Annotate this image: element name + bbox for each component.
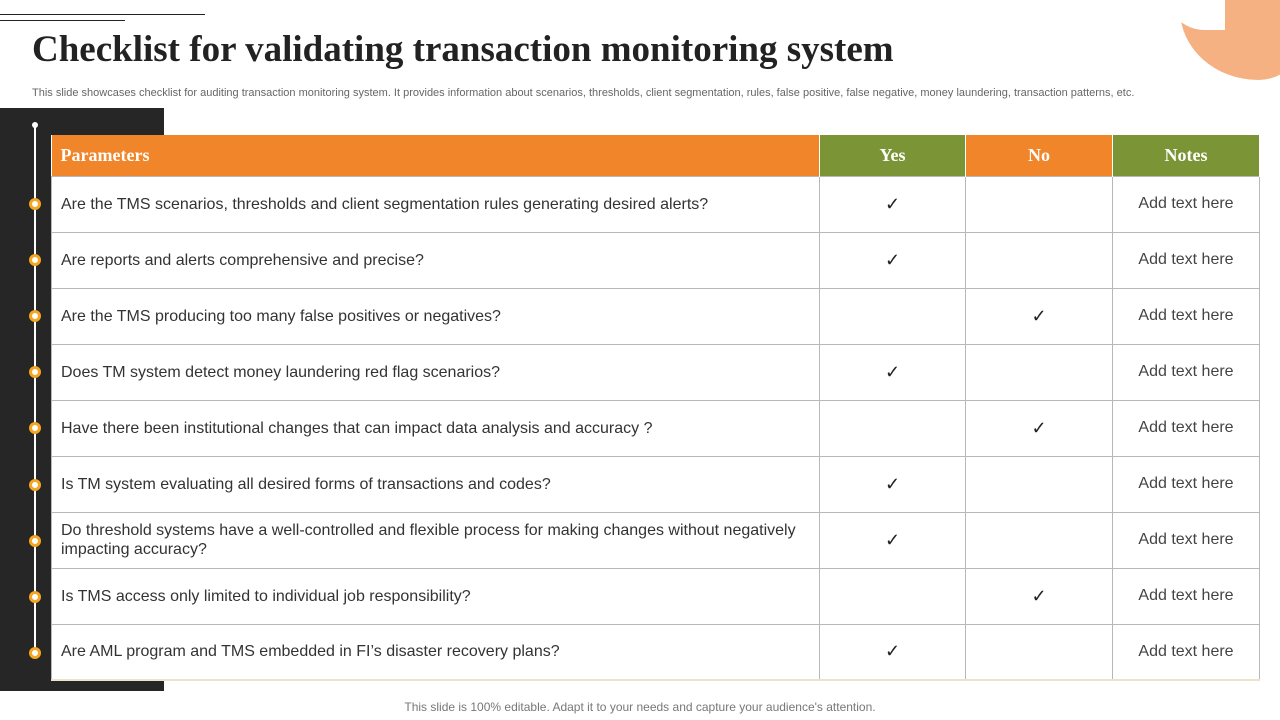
parameter-question: Are the TMS producing too many false positives or negatives? — [52, 288, 820, 344]
table-row — [52, 456, 1260, 512]
slide-subtitle: This slide showcases checklist for auditing transaction monitoring system. It provides information about scenarios, thresholds, client segmentation, rules, false positive, false negative, money laundering, transaction patterns, etc. — [32, 87, 1135, 99]
parameter-question: Are reports and alerts comprehensive and precise? — [52, 232, 820, 288]
table-row — [52, 288, 1260, 344]
no-check-cell — [966, 624, 1113, 680]
notes-cell[interactable]: Add text here — [1113, 512, 1260, 568]
no-check-cell — [966, 232, 1113, 288]
decorative-top-line — [0, 14, 205, 15]
no-check-cell: ✓ — [966, 400, 1113, 456]
notes-cell[interactable]: Add text here — [1113, 176, 1260, 232]
header-parameters: Parameters — [52, 135, 820, 176]
table-header-row — [52, 135, 1260, 176]
no-check-cell: ✓ — [966, 288, 1113, 344]
header-yes: Yes — [820, 135, 966, 176]
timeline-start-dot — [32, 122, 38, 128]
notes-cell[interactable]: Add text here — [1113, 624, 1260, 680]
decorative-top-line-short — [0, 20, 125, 21]
decorative-blob-cutout — [1165, 0, 1225, 30]
notes-cell[interactable]: Add text here — [1113, 344, 1260, 400]
timeline-dot — [29, 198, 41, 210]
checklist-body — [52, 176, 1260, 680]
yes-check-cell: ✓ — [820, 456, 966, 512]
timeline-dot — [29, 535, 41, 547]
table-row — [52, 568, 1260, 624]
header-notes: Notes — [1113, 135, 1260, 176]
parameter-question: Are AML program and TMS embedded in FI’s disaster recovery plans? — [52, 624, 820, 680]
no-check-cell — [966, 456, 1113, 512]
table-row — [52, 232, 1260, 288]
timeline-dot — [29, 479, 41, 491]
yes-check-cell: ✓ — [820, 512, 966, 568]
slide-title: Checklist for validating transaction monitoring system — [32, 29, 894, 70]
timeline-dot — [29, 647, 41, 659]
yes-check-cell: ✓ — [820, 232, 966, 288]
notes-cell[interactable]: Add text here — [1113, 456, 1260, 512]
no-check-cell — [966, 344, 1113, 400]
yes-check-cell — [820, 400, 966, 456]
table-row — [52, 344, 1260, 400]
yes-check-cell — [820, 568, 966, 624]
timeline-dot — [29, 591, 41, 603]
slide-footer: This slide is 100% editable. Adapt it to your needs and capture your audience's attention. — [404, 700, 876, 714]
parameter-question: Have there been institutional changes that can impact data analysis and accuracy ? — [52, 400, 820, 456]
yes-check-cell — [820, 288, 966, 344]
parameter-question: Are the TMS scenarios, thresholds and client segmentation rules generating desired alerts? — [52, 176, 820, 232]
no-check-cell: ✓ — [966, 568, 1113, 624]
checklist-table — [51, 135, 1260, 681]
yes-check-cell: ✓ — [820, 624, 966, 680]
parameter-question: Do threshold systems have a well-controlled and flexible process for making changes without negatively impacting accuracy? — [52, 512, 820, 568]
yes-check-cell: ✓ — [820, 176, 966, 232]
parameter-question: Is TM system evaluating all desired forms of transactions and codes? — [52, 456, 820, 512]
header-no: No — [966, 135, 1113, 176]
no-check-cell — [966, 512, 1113, 568]
yes-check-cell: ✓ — [820, 344, 966, 400]
table-row — [52, 176, 1260, 232]
notes-cell[interactable]: Add text here — [1113, 288, 1260, 344]
notes-cell[interactable]: Add text here — [1113, 568, 1260, 624]
notes-cell[interactable]: Add text here — [1113, 232, 1260, 288]
no-check-cell — [966, 176, 1113, 232]
parameter-question: Does TM system detect money laundering red flag scenarios? — [52, 344, 820, 400]
notes-cell[interactable]: Add text here — [1113, 400, 1260, 456]
table-row — [52, 624, 1260, 680]
table-row — [52, 512, 1260, 568]
parameter-question: Is TMS access only limited to individual job responsibility? — [52, 568, 820, 624]
table-row — [52, 400, 1260, 456]
